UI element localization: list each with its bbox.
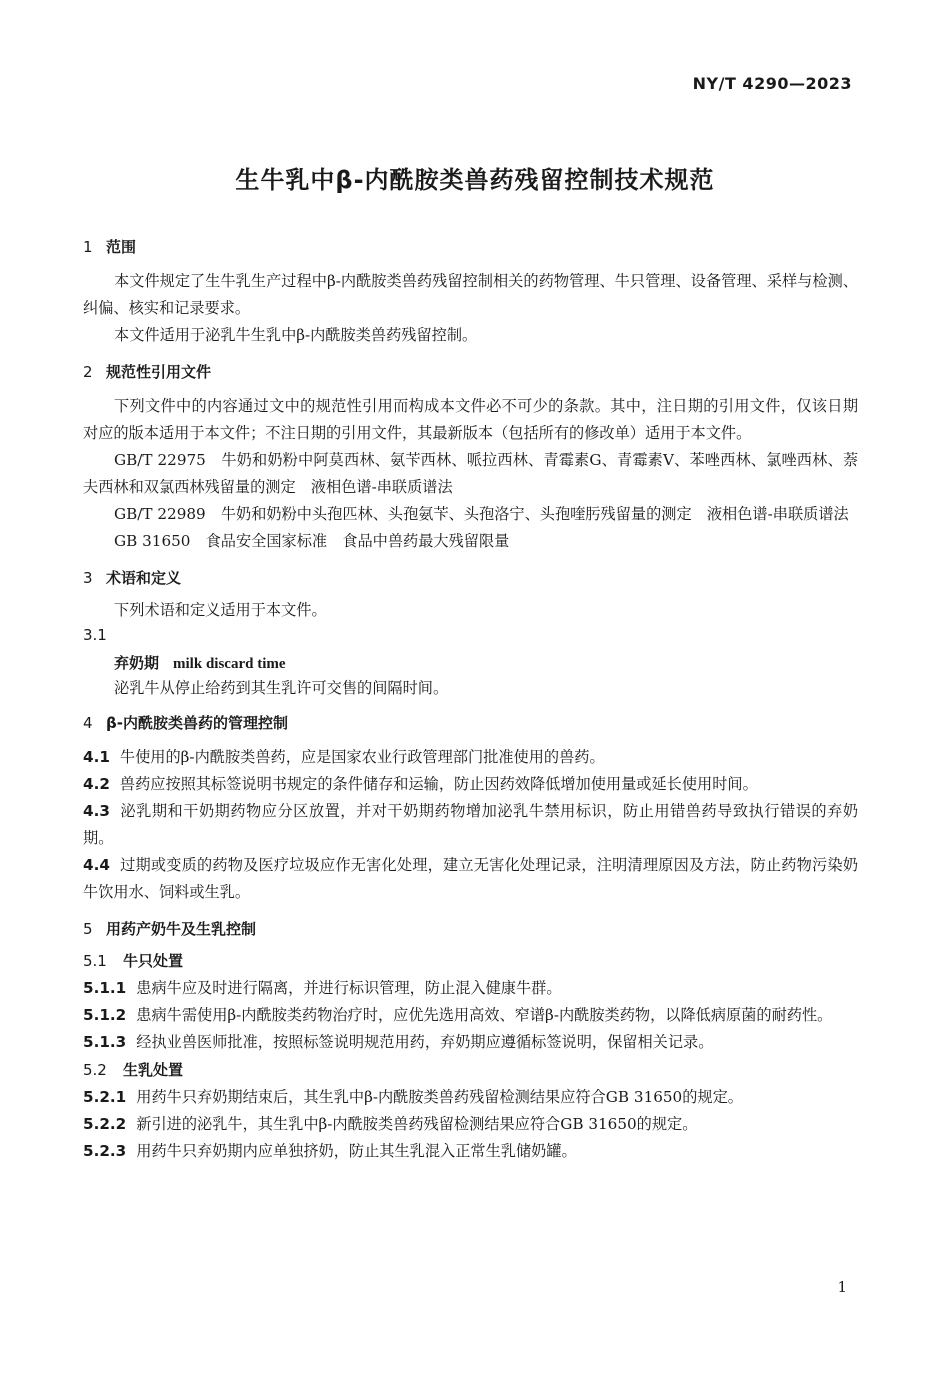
section-5-heading — [83, 918, 858, 940]
clause-5-1-2 — [83, 1002, 858, 1029]
section-title: 规范性引用文件 — [106, 363, 212, 381]
reference-gb-31650: GB 31650 食品安全国家标准 食品中兽药最大残留限量 — [114, 532, 510, 550]
clause-5-1-1 — [83, 975, 858, 1002]
clause-text: 泌乳期和干奶期药物应分区放置，并对干奶期药物增加泌乳牛禁用标识，防止用错兽药导致执行错误的弃奶期。 — [83, 802, 858, 847]
section-4-heading — [83, 712, 858, 734]
section-title: 用药产奶牛及生乳控制 — [106, 920, 257, 938]
clause-number: 5.1.2 — [83, 1006, 127, 1024]
clause-4-2 — [83, 771, 858, 798]
reference-gb-t-22989: GB/T 22989 牛奶和奶粉中头孢匹林、头孢氨苄、头孢洛宁、头孢喹肟残留量的测定 液相色谱-串联质谱法 — [114, 505, 849, 523]
term-english: milk discard time — [173, 656, 286, 672]
clause-number: 5.1.3 — [83, 1033, 127, 1051]
clause-text: 患病牛需使用β-内酰胺类药物治疗时，应优先选用高效、窄谱β-内酰胺类药物，以降低病原菌的耐药性。 — [136, 1006, 833, 1024]
term-heading — [83, 652, 858, 675]
clause-number: 4.4 — [83, 856, 110, 874]
subsection-5-1-heading — [83, 950, 858, 972]
section-number: 3 — [83, 569, 93, 587]
clause-number: 4.2 — [83, 775, 110, 793]
clause-number: 5.2.1 — [83, 1088, 127, 1106]
document-title: 生牛乳中β-内酰胺类兽药残留控制技术规范 — [235, 166, 715, 194]
clause-text: 新引进的泌乳牛，其生乳中β-内酰胺类兽药残留检测结果应符合GB 31650的规定。 — [136, 1115, 698, 1133]
section-1-paragraph-2: 本文件适用于泌乳牛生乳中β-内酰胺类兽药残留控制。 — [114, 326, 478, 344]
subsection-title: 生乳处置 — [123, 1061, 184, 1079]
section-2-heading — [83, 361, 858, 383]
term-chinese: 弃奶期 — [114, 654, 160, 672]
section-number: 4 — [83, 714, 93, 732]
subsection-5-2-heading — [83, 1059, 858, 1081]
clause-4-4 — [83, 852, 858, 906]
clause-text: 过期或变质的药物及医疗垃圾应作无害化处理，建立无害化处理记录，注明清理原因及方法，防止药物污染奶牛饮用水、饲料或生乳。 — [83, 856, 858, 901]
subsection-number: 5.1 — [83, 952, 107, 970]
document-body — [83, 236, 858, 1165]
section-3-paragraph-1: 下列术语和定义适用于本文件。 — [114, 601, 327, 619]
clause-5-2-2 — [83, 1111, 858, 1138]
section-number: 5 — [83, 920, 93, 938]
clause-text: 经执业兽医师批准，按照标签说明规范用药，弃奶期应遵循标签说明，保留相关记录。 — [136, 1033, 714, 1051]
reference-gb-t-22975: GB/T 22975 牛奶和奶粉中阿莫西林、氨苄西林、哌拉西林、青霉素G、青霉素V、苯唑西林、氯唑西林、萘夫西林和双氯西林残留量的测定 液相色谱-串联质谱法 — [83, 451, 858, 496]
section-number: 1 — [83, 238, 93, 256]
clause-5-1-3 — [83, 1029, 858, 1056]
page-number: 1 — [837, 1278, 847, 1296]
section-title: β-内酰胺类兽药的管理控制 — [106, 714, 288, 732]
section-3-heading — [83, 567, 858, 589]
clause-number: 4.1 — [83, 748, 110, 766]
clause-number: 5.2.2 — [83, 1115, 127, 1133]
clause-text: 兽药应按照其标签说明书规定的条件储存和运输，防止因药效降低增加使用量或延长使用时间。 — [119, 775, 758, 793]
clause-number: 4.3 — [83, 802, 110, 820]
clause-4-1 — [83, 744, 858, 771]
clause-5-2-3 — [83, 1138, 858, 1165]
clause-4-3 — [83, 798, 858, 852]
section-title: 术语和定义 — [106, 569, 182, 587]
section-title: 范围 — [106, 238, 137, 256]
section-2-paragraph-1: 下列文件中的内容通过文中的规范性引用而构成本文件必不可少的条款。其中，注日期的引用文件，仅该日期对应的版本适用于本文件；不注日期的引用文件，其最新版本（包括所有的修改单）适用于本文件。 — [83, 397, 858, 442]
section-1-heading — [83, 236, 858, 258]
clause-text: 牛使用的β-内酰胺类兽药，应是国家农业行政管理部门批准使用的兽药。 — [119, 748, 605, 766]
clause-5-2-1 — [83, 1084, 858, 1111]
subsection-number: 5.2 — [83, 1061, 107, 1079]
standard-number: NY/T 4290—2023 — [692, 74, 852, 93]
clause-text: 患病牛应及时进行隔离，并进行标识管理，防止混入健康牛群。 — [136, 979, 562, 997]
clause-number: 5.2.3 — [83, 1142, 127, 1160]
subsection-title: 牛只处置 — [123, 952, 184, 970]
clause-text: 用药牛只弃奶期内应单独挤奶，防止其生乳混入正常生乳储奶罐。 — [136, 1142, 577, 1160]
section-1-paragraph-1: 本文件规定了生牛乳生产过程中β-内酰胺类兽药残留控制相关的药物管理、牛只管理、设备管理、采样与检测、纠偏、核实和记录要求。 — [83, 272, 858, 317]
section-number: 2 — [83, 363, 93, 381]
clause-number: 5.1.1 — [83, 979, 127, 997]
term-definition: 泌乳牛从停止给药到其生乳许可交售的间隔时间。 — [114, 679, 449, 697]
term-number: 3.1 — [83, 626, 107, 644]
clause-text: 用药牛只弃奶期结束后，其生乳中β-内酰胺类兽药残留检测结果应符合GB 31650的规定。 — [136, 1088, 743, 1106]
